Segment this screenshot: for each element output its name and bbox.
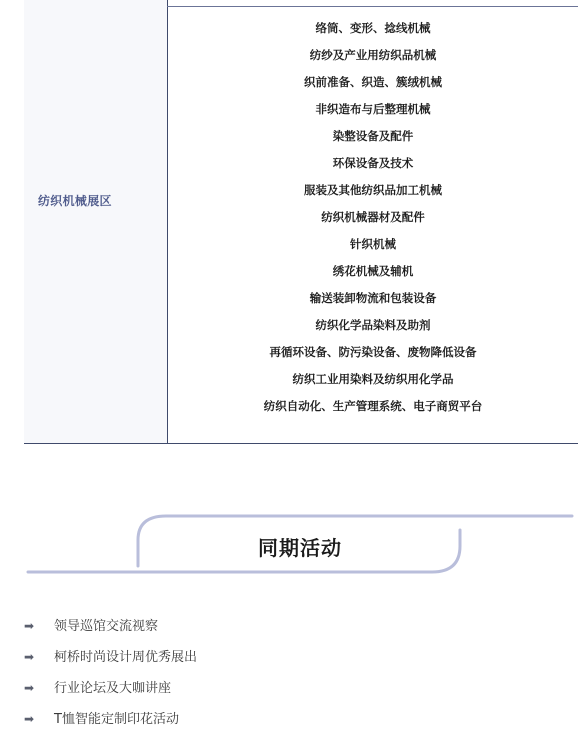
exhibit-item: 环保设备及技术: [332, 156, 414, 170]
table-top-rule: [167, 6, 578, 7]
activity-item: [24, 676, 197, 707]
activity-label: T恤智能定制印花活动: [54, 712, 179, 727]
exhibit-item: 绣花机械及辅机: [332, 264, 414, 278]
area-name: 纺织机械展区: [38, 194, 112, 208]
arrow-right-icon: ➡: [24, 650, 35, 664]
activity-item: [24, 645, 197, 676]
exhibit-item: 染整设备及配件: [332, 129, 414, 143]
activity-label: 行业论坛及大咖讲座: [54, 681, 172, 696]
exhibit-item: 非织造布与后整理机械: [315, 102, 431, 116]
exhibit-item: 服装及其他纺织品加工机械: [304, 183, 442, 197]
exhibit-item: 纺织工业用染料及纺织用化学品: [292, 372, 454, 386]
activity-label: 领导巡馆交流视察: [54, 619, 159, 634]
exhibit-items-list: [168, 18, 578, 423]
exhibit-item: 纺织化学品染料及助剂: [315, 318, 431, 332]
activity-label: 柯桥时尚设计周优秀展出: [54, 650, 198, 665]
exhibit-item: 织前准备、织造、簇绒机械: [304, 75, 442, 89]
exhibit-item: 纺织机械器材及配件: [321, 210, 425, 224]
exhibit-item: 针织机械: [350, 237, 396, 251]
section-title: 同期活动: [258, 536, 342, 560]
activity-list: [24, 614, 197, 738]
exhibit-item: 输送装卸物流和包装设备: [309, 291, 437, 305]
exhibit-item: 纺织自动化、生产管理系统、电子商贸平台: [263, 399, 483, 413]
arrow-right-icon: ➡: [24, 681, 35, 695]
activity-item: [24, 614, 197, 645]
exhibit-item: 纺纱及产业用纺织品机械: [309, 48, 437, 62]
area-cell: [24, 0, 168, 443]
section-heading: [0, 500, 588, 590]
arrow-right-icon: ➡: [24, 712, 35, 726]
exhibit-item: 再循环设备、防污染设备、废物降低设备: [269, 345, 477, 359]
exhibit-item: 络筒、变形、捻线机械: [315, 21, 431, 35]
activity-item: [24, 707, 197, 738]
exhibit-table: [24, 0, 578, 444]
arrow-right-icon: ➡: [24, 619, 35, 633]
